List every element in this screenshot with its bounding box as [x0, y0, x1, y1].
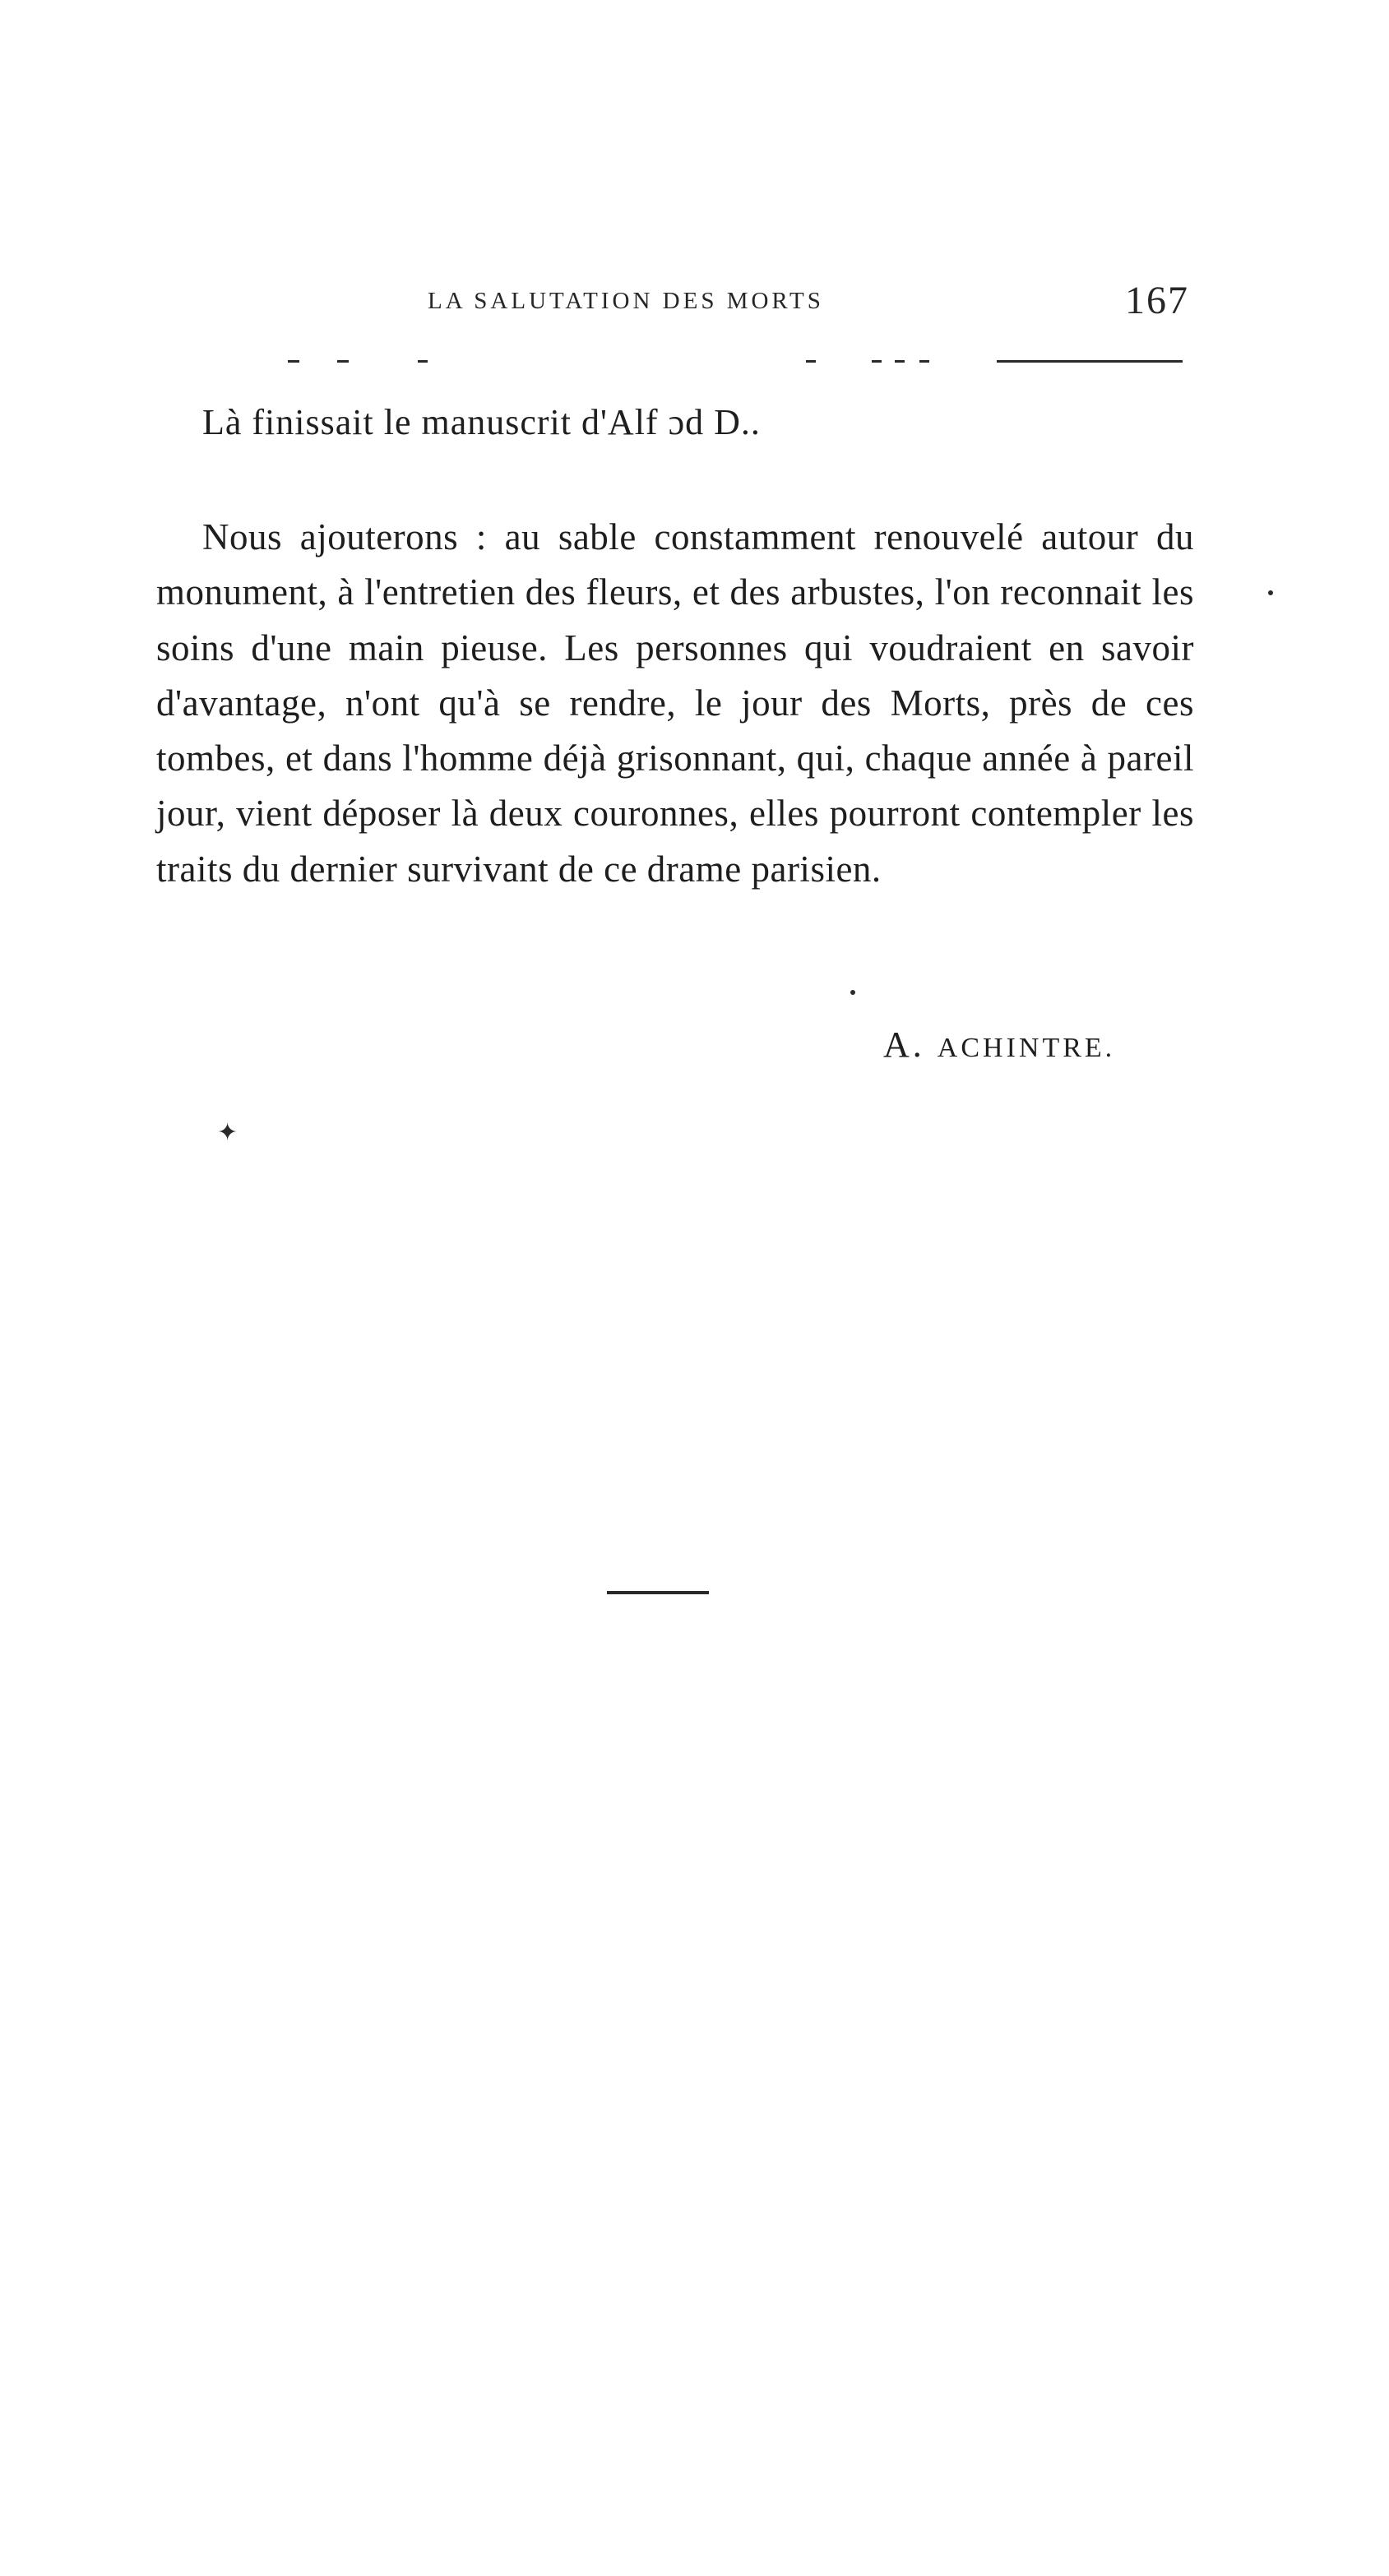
- closing-paragraph: Nous ajouterons : au sable constamment renouvelé autour du monument, à l'entretien des fleurs, et des arbustes, l'on reconnait les soins d'une main pieuse. Les personnes qui voudraient en savoir d'avantage, n'ont qu'à se rendre, le jour des Morts, près de ces tombes, et dans l'homme déjà grisonnant, qui, chaque année à pareil jour, vient déposer là deux couronnes, elles pourront contempler les traits du dernier survivant de ce drame parisien.: [156, 516, 1194, 890]
- manuscript-end-line: Là finissait le manuscrit d'Alf ɔd D..: [202, 402, 761, 442]
- signature: [883, 1024, 1115, 1066]
- margin-mark: [850, 990, 855, 995]
- dash-segment: [872, 360, 882, 363]
- page-number: 167: [1125, 279, 1189, 322]
- margin-mark: [1268, 590, 1273, 595]
- dash-segment: [288, 360, 299, 363]
- signature-initial: A.: [883, 1024, 925, 1065]
- signature-name: ACHINTRE.: [937, 1033, 1116, 1063]
- dash-segment: [997, 360, 1183, 363]
- dash-segment: [418, 360, 428, 363]
- dash-segment: [895, 360, 905, 363]
- dash-segment: [806, 360, 816, 363]
- running-head-title: LA SALUTATION DES MORTS: [428, 288, 824, 314]
- dash-segment: [919, 360, 929, 363]
- end-rule: [607, 1591, 709, 1594]
- ornament-mark: ✦: [217, 1119, 238, 1146]
- dash-segment: [337, 360, 349, 363]
